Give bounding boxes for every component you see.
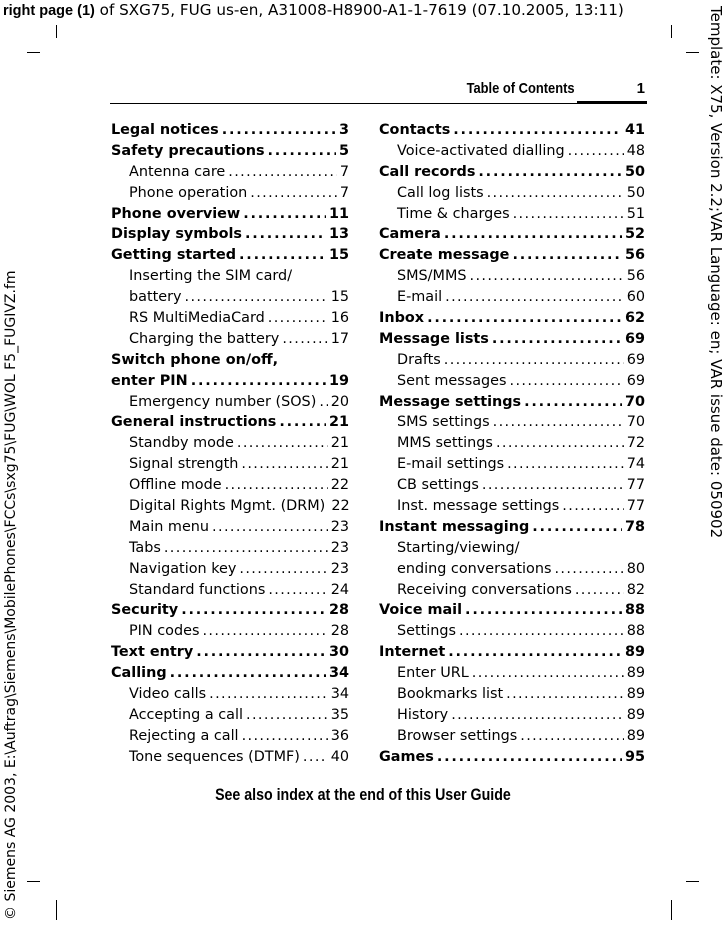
toc-section-entry[interactable] — [111, 621, 349, 642]
toc-entry-title: Phone overview — [111, 205, 241, 222]
toc-entry-page-number: 30 — [328, 644, 349, 661]
toc-entry-page-number: 77 — [626, 477, 645, 494]
toc-chapter-entry[interactable] — [111, 600, 349, 621]
toc-section-entry[interactable] — [379, 475, 645, 496]
toc-chapter-entry[interactable] — [379, 600, 645, 621]
dot-leader — [427, 308, 622, 329]
dot-leader — [444, 350, 624, 371]
dot-leader — [482, 475, 624, 496]
toc-section-entry[interactable] — [111, 308, 349, 329]
dot-leader — [225, 475, 328, 496]
dot-leader — [437, 747, 622, 768]
toc-chapter-entry[interactable] — [379, 308, 645, 329]
dot-leader — [303, 747, 328, 768]
toc-entry-page-number: 51 — [626, 205, 645, 222]
toc-entry-title: Bookmarks list — [397, 686, 504, 703]
toc-entry-title: Display symbols — [111, 226, 242, 243]
crop-mark — [686, 881, 699, 882]
toc-entry-title: Rejecting a call — [129, 727, 239, 744]
toc-section-entry[interactable] — [379, 580, 645, 601]
toc-entry-page-number: 77 — [626, 498, 645, 515]
dot-leader — [568, 141, 624, 162]
toc-entry-page-number: 3 — [338, 122, 349, 138]
toc-entry-title: Getting started — [111, 247, 237, 264]
dot-leader — [513, 204, 624, 225]
toc-entry-page-number: 13 — [328, 226, 349, 243]
dot-leader — [243, 204, 326, 225]
toc-entry-page-number: 60 — [626, 289, 645, 306]
dot-leader — [268, 580, 327, 601]
toc-section-entry[interactable] — [379, 287, 645, 308]
toc-entry-title: Time & charges — [397, 205, 510, 222]
dot-leader — [575, 580, 624, 601]
crop-mark — [56, 25, 57, 38]
toc-entry-page-number: 35 — [330, 706, 349, 723]
toc-entry-title: Video calls — [129, 686, 207, 703]
toc-entry-page-number: 82 — [626, 581, 645, 598]
toc-entry-page-number: 80 — [626, 560, 645, 577]
toc-entry-page-number: 36 — [330, 727, 349, 744]
toc-entry-page-number: 70 — [626, 414, 645, 431]
toc-entry-page-number: 78 — [624, 518, 645, 535]
toc-entry-page-number: 72 — [626, 435, 645, 452]
toc-entry-page-number: 24 — [330, 581, 349, 598]
dot-leader — [472, 663, 624, 684]
toc-entry-page-number: 7 — [339, 184, 349, 201]
toc-section-entry[interactable] — [379, 433, 645, 454]
toc-entry-page-number: 11 — [328, 205, 349, 222]
crop-mark — [671, 25, 672, 38]
toc-chapter-entry[interactable] — [379, 162, 645, 183]
toc-entry-title: Settings — [397, 623, 457, 640]
page-number: 1 — [636, 80, 645, 97]
toc-section-entry[interactable] — [379, 454, 645, 475]
crop-mark — [671, 900, 672, 920]
dot-leader — [268, 308, 328, 329]
toc-column-right — [379, 120, 645, 768]
dot-leader — [507, 454, 624, 475]
toc-section-entry[interactable] — [379, 204, 645, 225]
toc-entry-title: battery — [129, 289, 182, 306]
dot-leader — [268, 141, 336, 162]
toc-entry-page-number: 89 — [626, 706, 645, 723]
toc-entry-title: CB settings — [397, 477, 479, 494]
toc-section-entry[interactable] — [379, 350, 645, 371]
toc-section-entry[interactable] — [379, 496, 645, 517]
dot-leader — [191, 371, 326, 392]
dot-leader — [562, 496, 623, 517]
toc-section-entry[interactable] — [379, 183, 645, 204]
toc-chapter-entry[interactable] — [379, 329, 645, 350]
toc-entry-title: Camera — [379, 226, 441, 243]
dot-leader — [241, 454, 327, 475]
dot-leader — [451, 705, 623, 726]
dot-leader — [532, 517, 622, 538]
toc-entry-title: Browser settings — [397, 727, 518, 744]
toc-section-entry[interactable] — [111, 517, 349, 538]
toc-entry-title: Emergency number (SOS) — [129, 393, 317, 410]
toc-section-entry[interactable] — [379, 371, 645, 392]
toc-entry-page-number: 50 — [624, 163, 645, 180]
print-metadata-file-info: of SXG75, FUG us-en, A31008-H8900-A1-1-7619 (07.10.2005, 13:11) — [94, 1, 624, 19]
crop-mark — [56, 900, 57, 920]
toc-entry-title: Text entry — [111, 644, 194, 661]
toc-entry-page-number: 19 — [328, 372, 349, 389]
toc-entry-title: Contacts — [379, 122, 451, 138]
dot-leader — [506, 684, 624, 705]
dot-leader — [170, 663, 326, 684]
toc-entry-title: Antenna care — [129, 163, 226, 180]
toc-entry-title: Message settings — [379, 393, 522, 410]
toc-section-entry[interactable] — [379, 141, 645, 162]
toc-entry-page-number: 69 — [626, 351, 645, 368]
toc-section-entry[interactable] — [111, 684, 349, 705]
toc-entry-title: ending conversations — [397, 560, 552, 577]
toc-entry-page-number: 89 — [624, 644, 645, 661]
toc-entry-title: Standby mode — [129, 435, 234, 452]
toc-section-entry[interactable] — [111, 538, 349, 559]
toc-section-label-line: Starting/viewing/ — [397, 539, 520, 556]
toc-entry-page-number: 89 — [626, 665, 645, 682]
dot-leader — [448, 642, 622, 663]
toc-entry-page-number: 15 — [328, 247, 349, 264]
toc-entry-page-number: 40 — [330, 748, 349, 765]
toc-section-entry[interactable] — [379, 726, 645, 747]
toc-entry-title: PIN codes — [129, 623, 200, 640]
toc-entry-title: Tabs — [129, 539, 161, 556]
dot-leader — [453, 120, 622, 141]
toc-entry-page-number: 88 — [626, 623, 645, 640]
toc-chapter-entry[interactable] — [111, 224, 349, 245]
toc-entry-page-number: 15 — [330, 289, 349, 306]
toc-chapter-entry[interactable] — [379, 517, 645, 538]
dot-leader — [181, 600, 326, 621]
toc-chapter-entry[interactable] — [111, 204, 349, 225]
index-reference-note — [0, 786, 726, 805]
toc-section-entry[interactable] — [111, 433, 349, 454]
toc-entry-title: Internet — [379, 644, 446, 661]
toc-entry-page-number: 5 — [338, 142, 349, 159]
toc-entry-page-number: 41 — [624, 122, 645, 138]
toc-section-entry[interactable] — [111, 580, 349, 601]
toc-entry-page-number: 69 — [624, 330, 645, 347]
toc-section-entry[interactable] — [379, 705, 645, 726]
toc-section-entry[interactable] — [379, 559, 645, 580]
toc-entry-page-number: 21 — [328, 414, 349, 431]
toc-entry-title: Games — [379, 748, 434, 765]
dot-leader — [478, 162, 622, 183]
toc-entry-page-number: 88 — [624, 602, 645, 619]
right-margin-text: Template: X75, Version 2.2;VAR Language: en; VAR issue date: 050902 — [707, 6, 725, 539]
page-title: Table of Contents — [467, 80, 575, 97]
toc-section-entry[interactable] — [111, 747, 349, 768]
toc-entry-page-number: 56 — [624, 247, 645, 264]
toc-entry-page-number: 22 — [331, 498, 350, 515]
dot-leader — [164, 538, 328, 559]
toc-entry-title: Receiving conversations — [397, 581, 572, 598]
toc-entry-title: Signal strength — [129, 456, 239, 473]
toc-entry-title: Voice-activated dialling — [397, 142, 565, 159]
print-metadata-page-label: right page (1) — [3, 3, 95, 19]
dot-leader — [512, 245, 622, 266]
toc-entry-page-number: 23 — [330, 539, 349, 556]
toc-entry-page-number: 17 — [330, 330, 349, 347]
toc-entry-page-number: 70 — [624, 393, 645, 410]
toc-entry-title: Create message — [379, 247, 510, 264]
toc-entry-page-number: 23 — [330, 518, 349, 535]
toc-entry-title: Sent messages — [397, 372, 507, 389]
toc-entry-title: SMS settings — [397, 414, 490, 431]
toc-entry-page-number: 56 — [626, 268, 645, 285]
toc-entry-page-number: 50 — [626, 184, 645, 201]
toc-entry-page-number: 16 — [330, 310, 349, 327]
toc-chapter-entry[interactable] — [111, 245, 349, 266]
dot-leader — [465, 600, 622, 621]
toc-entry-title: Call log lists — [397, 184, 484, 201]
toc-entry-title: Digital Rights Mgmt. (DRM) — [129, 498, 326, 515]
toc-entry-title: Accepting a call — [129, 706, 243, 723]
toc-section-entry[interactable] — [111, 162, 349, 183]
toc-section-entry[interactable] — [111, 287, 349, 308]
dot-leader — [222, 120, 336, 141]
page-header — [110, 78, 647, 104]
toc-section-entry[interactable] — [379, 684, 645, 705]
toc-section-label-line: Inserting the SIM card/ — [129, 268, 293, 285]
toc-entry-page-number: 74 — [626, 456, 645, 473]
toc-entry-page-number: 89 — [626, 686, 645, 703]
dot-leader — [185, 287, 328, 308]
toc-chapter-entry[interactable] — [379, 642, 645, 663]
dot-leader — [239, 245, 326, 266]
dot-leader — [493, 412, 624, 433]
toc-entry-title: Safety precautions — [111, 142, 265, 159]
toc-entry-title: Drafts — [397, 351, 441, 368]
header-rule — [110, 103, 647, 104]
toc-entry-title: Voice mail — [379, 602, 463, 619]
dot-leader — [228, 162, 337, 183]
toc-entry-title: Instant messaging — [379, 518, 530, 535]
crop-mark — [686, 52, 699, 53]
toc-section-entry[interactable] — [379, 621, 645, 642]
toc-entry-title: E-mail settings — [397, 456, 505, 473]
toc-section-entry[interactable] — [111, 705, 349, 726]
toc-entry-title: RS MultiMediaCard — [129, 310, 265, 327]
toc-entry-page-number: 21 — [330, 456, 349, 473]
dot-leader — [524, 392, 622, 413]
toc-entry-page-number: 21 — [330, 435, 349, 452]
toc-entry-page-number: 89 — [626, 727, 645, 744]
toc-entry-title: Message lists — [379, 330, 489, 347]
toc-section-entry[interactable] — [111, 726, 349, 747]
toc-section-entry[interactable] — [379, 663, 645, 684]
toc-entry-page-number: 28 — [328, 602, 349, 619]
dot-leader — [250, 183, 337, 204]
dot-leader — [212, 517, 328, 538]
toc-entry-title: SMS/MMS — [397, 268, 467, 285]
toc-section-entry[interactable] — [379, 412, 645, 433]
toc-entry-page-number: 34 — [328, 665, 349, 682]
toc-entry-title: E-mail — [397, 289, 443, 306]
toc-entry-title: Inst. message settings — [397, 498, 560, 515]
toc-entry-page-number: 34 — [330, 686, 349, 703]
dot-leader — [196, 642, 326, 663]
left-margin-text: © Siemens AG 2003, E:\Auftrag\Siemens\MobilePhones\FCCs\sxg75\FUG\WOL F5_FUGIVZ.fm — [3, 270, 19, 920]
toc-entry-page-number: 22 — [330, 477, 349, 494]
dot-leader — [245, 224, 326, 245]
toc-chapter-label-line: Switch phone on/off, — [111, 351, 279, 368]
toc-entry-title: Charging the battery — [129, 330, 280, 347]
toc-chapter-entry[interactable] — [379, 224, 645, 245]
toc-section-entry[interactable] — [379, 266, 645, 287]
crop-mark — [27, 52, 40, 53]
toc-entry-title: History — [397, 706, 449, 723]
dot-leader — [242, 726, 328, 747]
dot-leader — [444, 224, 622, 245]
toc-chapter-entry[interactable] — [379, 392, 645, 413]
toc-chapter-entry[interactable] — [379, 747, 645, 768]
toc-entry-page-number: 52 — [624, 226, 645, 243]
dot-leader — [496, 433, 624, 454]
toc-entry-page-number: 20 — [330, 393, 349, 410]
toc-entry-page-number: 62 — [624, 310, 645, 327]
toc-chapter-entry[interactable] — [111, 663, 349, 684]
dot-leader — [459, 621, 624, 642]
toc-entry-page-number: 7 — [339, 163, 349, 180]
dot-leader — [319, 392, 327, 413]
dot-leader — [445, 287, 624, 308]
toc-entry-title: MMS settings — [397, 435, 493, 452]
toc-chapter-entry[interactable] — [111, 120, 349, 141]
dot-leader — [470, 266, 624, 287]
toc-entry-page-number: 48 — [626, 142, 645, 159]
toc-entry-title: Security — [111, 602, 179, 619]
toc-section-entry[interactable] — [111, 475, 349, 496]
toc-entry-title: Main menu — [129, 518, 210, 535]
dot-leader — [282, 329, 327, 350]
toc-entry-title: Standard functions — [129, 581, 266, 598]
toc-entry-title: General instructions — [111, 414, 277, 431]
toc-entry-title: Inbox — [379, 310, 425, 327]
dot-leader — [510, 371, 624, 392]
toc-chapter-entry[interactable] — [111, 642, 349, 663]
crop-mark — [27, 881, 40, 882]
index-reference-text: See also index at the end of this User Guide — [215, 786, 511, 804]
toc-entry-title: Legal notices — [111, 122, 219, 138]
toc-section-entry[interactable] — [111, 559, 349, 580]
dot-leader — [246, 705, 328, 726]
toc-entry-page-number: 23 — [330, 560, 349, 577]
toc-entry-title: Call records — [379, 163, 476, 180]
toc-entry-title: Phone operation — [129, 184, 248, 201]
dot-leader — [487, 183, 624, 204]
toc-chapter-entry[interactable] — [379, 120, 645, 141]
toc-section-entry[interactable] — [111, 454, 349, 475]
toc-chapter-entry[interactable] — [111, 141, 349, 162]
toc-section-entry[interactable] — [111, 329, 349, 350]
toc-section-entry[interactable] — [111, 183, 349, 204]
toc-entry-page-number: 28 — [330, 623, 349, 640]
toc-entry-title: Offline mode — [129, 477, 222, 494]
dot-leader — [279, 412, 326, 433]
dot-leader — [239, 559, 327, 580]
toc-column-left — [111, 120, 349, 768]
toc-entry-title: Calling — [111, 665, 167, 682]
toc-entry-title: Enter URL — [397, 665, 469, 682]
toc-entry-title: Navigation key — [129, 560, 237, 577]
dot-leader — [202, 621, 327, 642]
print-metadata-line — [3, 0, 703, 21]
toc-section-entry[interactable] — [111, 496, 349, 517]
toc-section-entry[interactable] — [111, 392, 349, 413]
toc-chapter-entry[interactable] — [111, 371, 349, 392]
toc-entry-page-number: 69 — [626, 372, 645, 389]
header-rule-accent — [577, 101, 647, 104]
dot-leader — [520, 726, 623, 747]
toc-entry-title: Tone sequences (DTMF) — [129, 748, 300, 765]
dot-leader — [237, 433, 328, 454]
dot-leader — [492, 329, 622, 350]
toc-entry-title: enter PIN — [111, 372, 188, 389]
toc-chapter-entry[interactable] — [379, 245, 645, 266]
toc-entry-page-number: 95 — [624, 748, 645, 765]
toc-chapter-entry[interactable] — [111, 412, 349, 433]
dot-leader — [554, 559, 623, 580]
dot-leader — [209, 684, 328, 705]
